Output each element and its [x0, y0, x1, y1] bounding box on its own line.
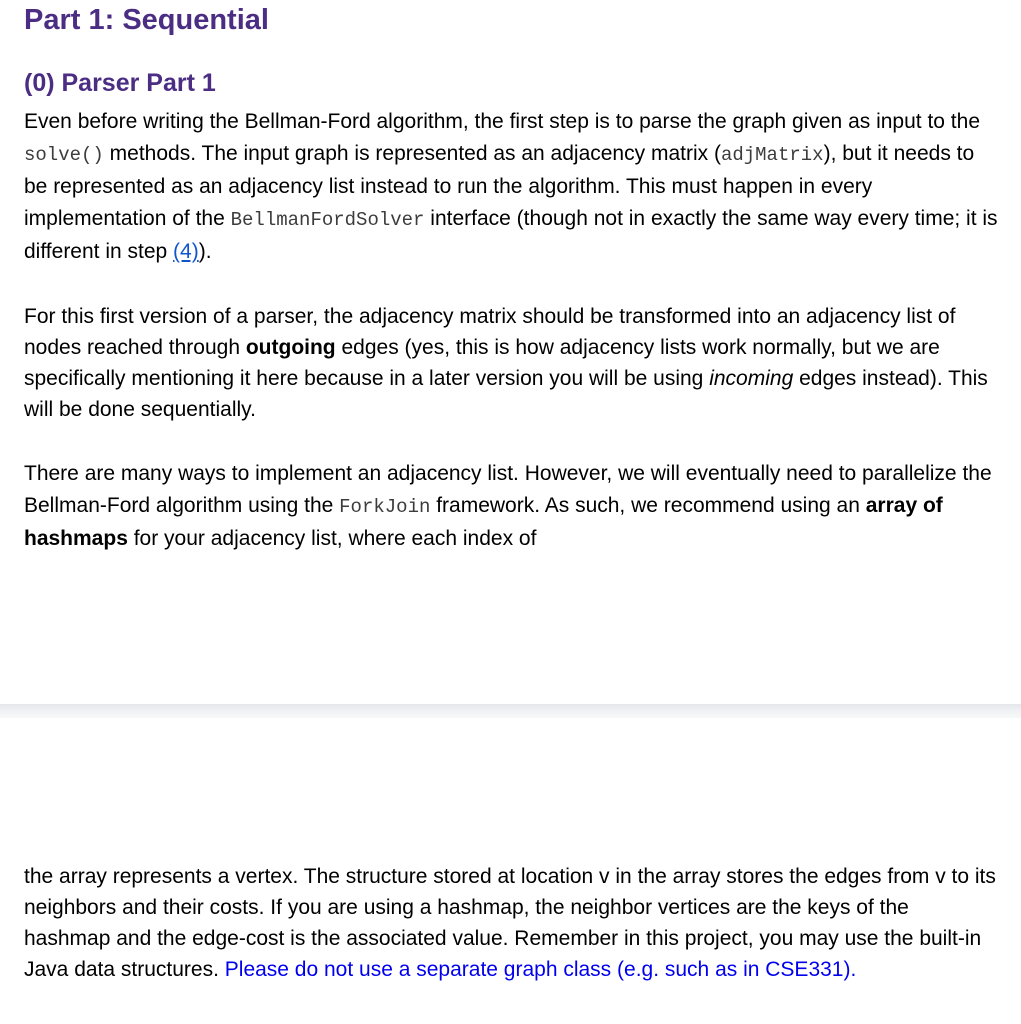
paragraph-adjacency-list: [24, 458, 999, 555]
graph-class-note: Please do not use a separate graph class (e.g. such as in CSE331).: [224, 958, 857, 981]
paragraph-vertex: [24, 861, 999, 985]
step-4-link[interactable]: (4): [173, 240, 199, 263]
text-run: framework. As such, we recommend using an: [430, 494, 866, 517]
text-run: There are many ways to implement an adjacency list. However, we will eventually need to parallelize the Bellman-Ford algorithm using the: [24, 462, 992, 517]
code-forkjoin: ForkJoin: [339, 496, 431, 518]
text-run: For this first version of a parser, the adjacency matrix should be transformed into an adjacency list of nodes reached through: [24, 305, 956, 359]
text-run: interface (though not in exactly the same way every time; it is different in step: [24, 207, 998, 263]
page-break-divider: [0, 704, 1021, 718]
code-bellmanfordsolver: BellmanFordSolver: [230, 209, 425, 231]
text-run: Even before writing the Bellman-Ford algorithm, the first step is to parse the graph given as input to the: [24, 110, 981, 133]
text-run: methods. The input graph is represented as an adjacency matrix (: [103, 142, 721, 165]
paragraph-intro: [24, 106, 999, 268]
text-run: for your adjacency list, where each index of: [127, 527, 537, 550]
code-adjmatrix: adjMatrix: [720, 144, 824, 166]
text-run: edges (yes, this is how adjacency lists work normally, but we are specifically mentioning it here because in a later version you will be using: [24, 336, 940, 390]
bold-array-of-hashmaps: array of hashmaps: [24, 494, 943, 550]
text-run: ), but it needs to be represented as an adjacency list instead to run the algorithm. This must happen in every implementation of the: [24, 142, 975, 230]
text-run: ).: [198, 240, 212, 263]
text-run: the array represents a vertex. The structure stored at location v in the array stores the edges from v to its neighbors and their costs. If you are using a hashmap, the neighbor vertices are the keys of the hashmap and the edge-cost is the associated value. Remember in this project, you may use the built-in Java data structures.: [24, 865, 996, 981]
code-solve: solve(): [24, 144, 104, 166]
page-title: Part 1: Sequential: [24, 4, 269, 36]
section-heading: (0) Parser Part 1: [24, 69, 216, 97]
text-run: edges instead). This will be done sequentially.: [24, 367, 988, 421]
bold-outgoing: outgoing: [245, 336, 336, 359]
paragraph-outgoing: [24, 301, 999, 425]
italic-incoming: incoming: [709, 367, 794, 390]
